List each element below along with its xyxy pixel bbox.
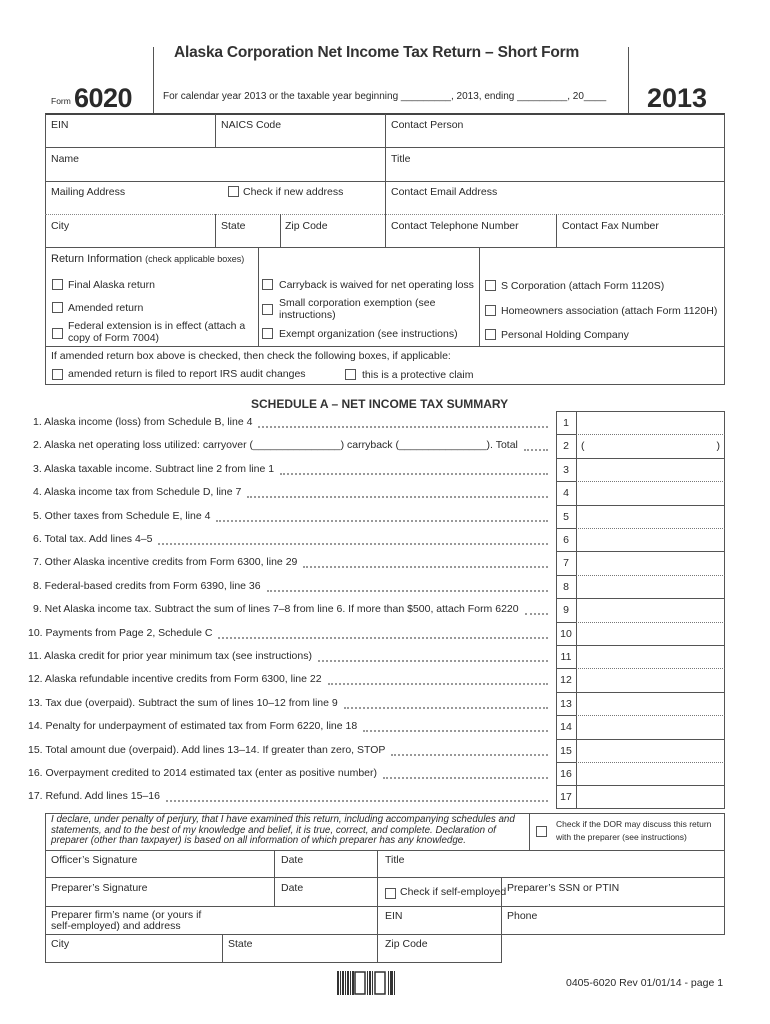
line-6-amount-field[interactable] [576, 528, 725, 551]
preparer-ein-field[interactable]: EIN [385, 910, 403, 922]
preparer-city-field[interactable]: City [51, 938, 70, 950]
line-13-leader-dots [344, 707, 548, 709]
line-10-description: 10. Payments from Page 2, Schedule C [28, 626, 213, 639]
line-12-number-box [556, 668, 576, 691]
line-3-amount-field[interactable] [576, 458, 725, 481]
small-corp-exemption-label-1: Small corporation exemption (see [279, 297, 436, 309]
col-divider [215, 114, 216, 147]
line-2-number-box [556, 434, 576, 457]
form-title: Alaska Corporation Net Income Tax Return – Short Form [174, 44, 580, 61]
mailing-address-field[interactable]: Mailing Address [51, 186, 126, 198]
small-corp-exemption-checkbox[interactable] [262, 304, 273, 315]
line-16-amount-field[interactable] [576, 762, 725, 785]
col-divider [529, 813, 530, 850]
line-6-description: 6. Total tax. Add lines 4–5 [33, 533, 153, 545]
line-8-amount-field[interactable] [576, 575, 725, 598]
state-field[interactable]: State [221, 220, 246, 232]
carryback-waived-label: Carryback is waived for net operating loss [279, 279, 474, 291]
homeowners-assoc-label: Homeowners association (attach Form 1120H) [501, 305, 718, 317]
line-4-number: 4 [563, 487, 569, 500]
federal-extension-checkbox[interactable] [52, 328, 63, 339]
federal-extension-label-2: copy of Form 7004) [68, 332, 160, 344]
line-2-amount-field[interactable] [576, 434, 725, 457]
line-10-number-box [556, 622, 576, 645]
line-5-description: 5. Other taxes from Schedule E, line 4 [33, 509, 211, 522]
self-employed-checkbox[interactable] [385, 888, 396, 899]
city-field[interactable]: City [51, 220, 70, 232]
header-divider-right [628, 47, 629, 113]
line-2-description: 2. Alaska net operating loss utilized: carryover (_______________) carryback (_______________). Total [33, 439, 518, 452]
line-3-number: 3 [563, 463, 569, 476]
preparer-firm-field[interactable] [51, 910, 201, 932]
naics-field[interactable]: NAICS Code [221, 119, 282, 131]
line-11-number-box [556, 645, 576, 668]
line-15-amount-field[interactable] [576, 739, 725, 762]
line-7-description: 7. Other Alaska incentive credits from Form 6300, line 29 [33, 556, 298, 569]
irs-audit-checkbox[interactable] [52, 369, 63, 380]
tax-year-line: For calendar year 2013 or the taxable year beginning _________, 2013, ending _________, 20____ [163, 91, 607, 102]
contact-fax-field[interactable]: Contact Fax Number [562, 220, 659, 232]
line-8-description: 8. Federal-based credits from Form 6390, line 36 [33, 579, 261, 592]
final-return-checkbox[interactable] [52, 279, 63, 290]
amended-return-label: Amended return [68, 302, 144, 314]
line-9-leader-dots [525, 613, 548, 615]
line-3-number-box [556, 458, 576, 481]
s-corp-label: S Corporation (attach Form 1120S) [501, 280, 665, 292]
header-divider-left [153, 47, 154, 113]
line-9-number-box [556, 598, 576, 621]
line-11-amount-field[interactable] [576, 645, 725, 668]
federal-extension-label-1: Federal extension is in effect (attach a [68, 320, 246, 332]
line-16-description: 16. Overpayment credited to 2014 estimated tax (enter as positive number) [28, 767, 378, 779]
amended-return-checkbox[interactable] [52, 302, 63, 313]
line-7-leader-dots [303, 566, 548, 568]
officer-title-field[interactable]: Title [385, 854, 405, 866]
line-5-leader-dots [216, 520, 548, 522]
line-4-amount-field[interactable] [576, 481, 725, 504]
form-number: 6020 [74, 83, 133, 113]
preparer-state-field[interactable]: State [228, 938, 253, 950]
col-divider [258, 248, 259, 346]
col-divider [556, 214, 557, 248]
row-divider [45, 906, 725, 907]
line-1-leader-dots [258, 426, 548, 428]
s-corp-checkbox[interactable] [485, 280, 496, 291]
line-11-leader-dots [318, 660, 548, 662]
line-16-leader-dots [383, 777, 548, 779]
line-8-number-box [556, 575, 576, 598]
line-1-description: 1. Alaska income (loss) from Schedule B, line 4 [33, 416, 253, 428]
officer-date-field[interactable]: Date [281, 854, 304, 866]
line-14-amount-field[interactable] [576, 715, 725, 738]
row-divider [45, 877, 725, 878]
line-15-leader-dots [391, 754, 548, 756]
exempt-org-checkbox[interactable] [262, 328, 273, 339]
line-7-number-box [556, 551, 576, 574]
line-12-leader-dots [328, 683, 548, 685]
schedule-a-heading: SCHEDULE A – NET INCOME TAX SUMMARY [251, 397, 509, 411]
contact-email-field[interactable]: Contact Email Address [391, 186, 498, 198]
zip-field[interactable]: Zip Code [285, 220, 328, 232]
preparer-firm-label-1: Preparer firm’s name (or yours if [51, 909, 202, 921]
line-14-number-box [556, 715, 576, 738]
col-divider [222, 934, 223, 963]
line-13-number: 13 [560, 697, 572, 710]
return-info-heading-note: (check applicable boxes) [145, 254, 245, 264]
personal-holding-label: Personal Holding Company [501, 329, 629, 341]
line-3-description: 3. Alaska taxable income. Subtract line 2 from line 1 [33, 462, 275, 475]
preparer-signature-field[interactable]: Preparer’s Signature [51, 882, 148, 894]
line-2-leader-dots [524, 449, 548, 451]
line-9-description: 9. Net Alaska income tax. Subtract the sum of lines 7–8 from line 6. If more than $500, attach Form 6220 [33, 603, 519, 616]
line-17-amount-field[interactable] [576, 785, 725, 808]
personal-holding-checkbox[interactable] [485, 329, 496, 340]
line-11-number: 11 [560, 651, 572, 663]
line-8-leader-dots [267, 590, 548, 592]
line-4-number-box [556, 481, 576, 504]
line-17-leader-dots [166, 800, 548, 802]
col-divider [479, 248, 480, 346]
line-17-number: 17 [560, 791, 572, 804]
line-6-leader-dots [158, 543, 548, 545]
line-6-number: 6 [563, 534, 569, 546]
line-15-number: 15 [560, 744, 572, 757]
tax-year: 2013 [647, 83, 708, 113]
line-15-description: 15. Total amount due (overpaid). Add lines 13–14. If greater than zero, STOP [28, 743, 386, 756]
preparer-date-field[interactable]: Date [281, 882, 304, 894]
contact-person-field[interactable]: Contact Person [391, 119, 464, 131]
col-divider [385, 114, 386, 248]
line-12-number: 12 [560, 674, 572, 687]
line-7-number: 7 [563, 557, 569, 570]
line-6-number-box [556, 528, 576, 551]
line-2-close-paren: ) [716, 440, 720, 453]
protective-claim-checkbox[interactable] [345, 369, 356, 380]
new-address-label: Check if new address [243, 186, 344, 198]
protective-claim-label: this is a protective claim [362, 369, 474, 381]
title-field[interactable]: Title [391, 153, 411, 165]
form-revision: 0405-6020 Rev 01/01/14 - page 1 [566, 977, 724, 989]
line-8-number: 8 [563, 580, 569, 593]
return-info-heading-text: Return Information [51, 253, 143, 265]
preparer-ssn-field[interactable]: Preparer’s SSN or PTIN [507, 882, 620, 894]
carryback-waived-checkbox[interactable] [262, 279, 273, 290]
name-field[interactable]: Name [51, 153, 80, 165]
col-divider [215, 214, 216, 248]
row-divider [45, 850, 725, 851]
line-16-number: 16 [560, 768, 572, 780]
line-3-leader-dots [280, 473, 548, 475]
line-16-number-box [556, 762, 576, 785]
exempt-org-label: Exempt organization (see instructions) [279, 328, 458, 340]
officer-signature-field[interactable]: Officer’s Signature [51, 854, 138, 866]
line-15-number-box [556, 739, 576, 762]
line-13-description: 13. Tax due (overpaid). Subtract the sum of lines 10–12 from line 9 [28, 696, 338, 709]
contact-phone-field[interactable]: Contact Telephone Number [391, 220, 519, 232]
preparer-firm-label-2: self-employed) and address [51, 920, 181, 932]
small-corp-exemption-label-2: instructions) [279, 309, 336, 321]
line-10-amount-field[interactable] [576, 622, 725, 645]
dor-discuss-checkbox[interactable] [536, 826, 547, 837]
perjury-declaration: I declare, under penalty of perjury, that I have examined this return, including accompanying schedules and statements, and to the best of my knowledge and belief, it is true, correct, and complete. Declaration of preparer (other than taxpayer) is based on all information of which preparer has any knowledge. [51, 814, 515, 847]
dor-discuss-label-2: with the preparer (see instructions) [556, 832, 687, 842]
line-4-leader-dots [247, 496, 548, 498]
line-17-number-box [556, 785, 576, 808]
line-10-number: 10 [560, 627, 572, 640]
line-12-amount-field[interactable] [576, 668, 725, 691]
self-employed-label: Check if self-employed [400, 886, 507, 898]
line-5-number: 5 [563, 510, 569, 523]
return-info-heading [51, 253, 244, 265]
preparer-city-row [45, 934, 502, 963]
amended-note: If amended return box above is checked, then check the following boxes, if applicable: [51, 350, 451, 362]
line-5-amount-field[interactable] [576, 505, 725, 528]
line-17-description: 17. Refund. Add lines 15–16 [28, 790, 160, 803]
preparer-zip-field[interactable]: Zip Code [385, 938, 428, 950]
new-address-checkbox[interactable] [228, 186, 239, 197]
line-13-number-box [556, 692, 576, 715]
barcode-icon [337, 971, 403, 1000]
line-7-amount-field[interactable] [576, 551, 725, 574]
preparer-phone-field[interactable]: Phone [507, 910, 538, 922]
form-label: Form [51, 96, 71, 106]
line-11-description: 11. Alaska credit for prior year minimum tax (see instructions) [28, 650, 312, 662]
line-12-description: 12. Alaska refundable incentive credits from Form 6300, line 22 [28, 673, 322, 686]
line-14-number: 14 [560, 721, 572, 734]
line-1-number-box [556, 411, 576, 434]
line-14-leader-dots [363, 730, 548, 732]
line-1-amount-field[interactable] [576, 411, 725, 434]
col-divider [274, 850, 275, 906]
irs-audit-label: amended return is filed to report IRS audit changes [68, 368, 306, 380]
line-14-description: 14. Penalty for underpayment of estimated tax from Form 6220, line 18 [28, 720, 358, 733]
line-9-number: 9 [563, 604, 569, 617]
line-2-number: 2 [563, 440, 569, 453]
line-4-description: 4. Alaska income tax from Schedule D, line 7 [33, 486, 242, 499]
final-return-label: Final Alaska return [68, 279, 155, 291]
line-5-number-box [556, 505, 576, 528]
col-divider [280, 214, 281, 248]
homeowners-assoc-checkbox[interactable] [485, 305, 496, 316]
line-2-open-paren: ( [581, 440, 585, 453]
ein-field[interactable]: EIN [51, 119, 69, 131]
line-1-number: 1 [563, 417, 569, 429]
line-13-amount-field[interactable] [576, 692, 725, 715]
dor-discuss-label-1: Check if the DOR may discuss this return [556, 819, 712, 829]
row-divider [45, 346, 725, 347]
line-9-amount-field[interactable] [576, 598, 725, 621]
line-10-leader-dots [218, 637, 548, 639]
